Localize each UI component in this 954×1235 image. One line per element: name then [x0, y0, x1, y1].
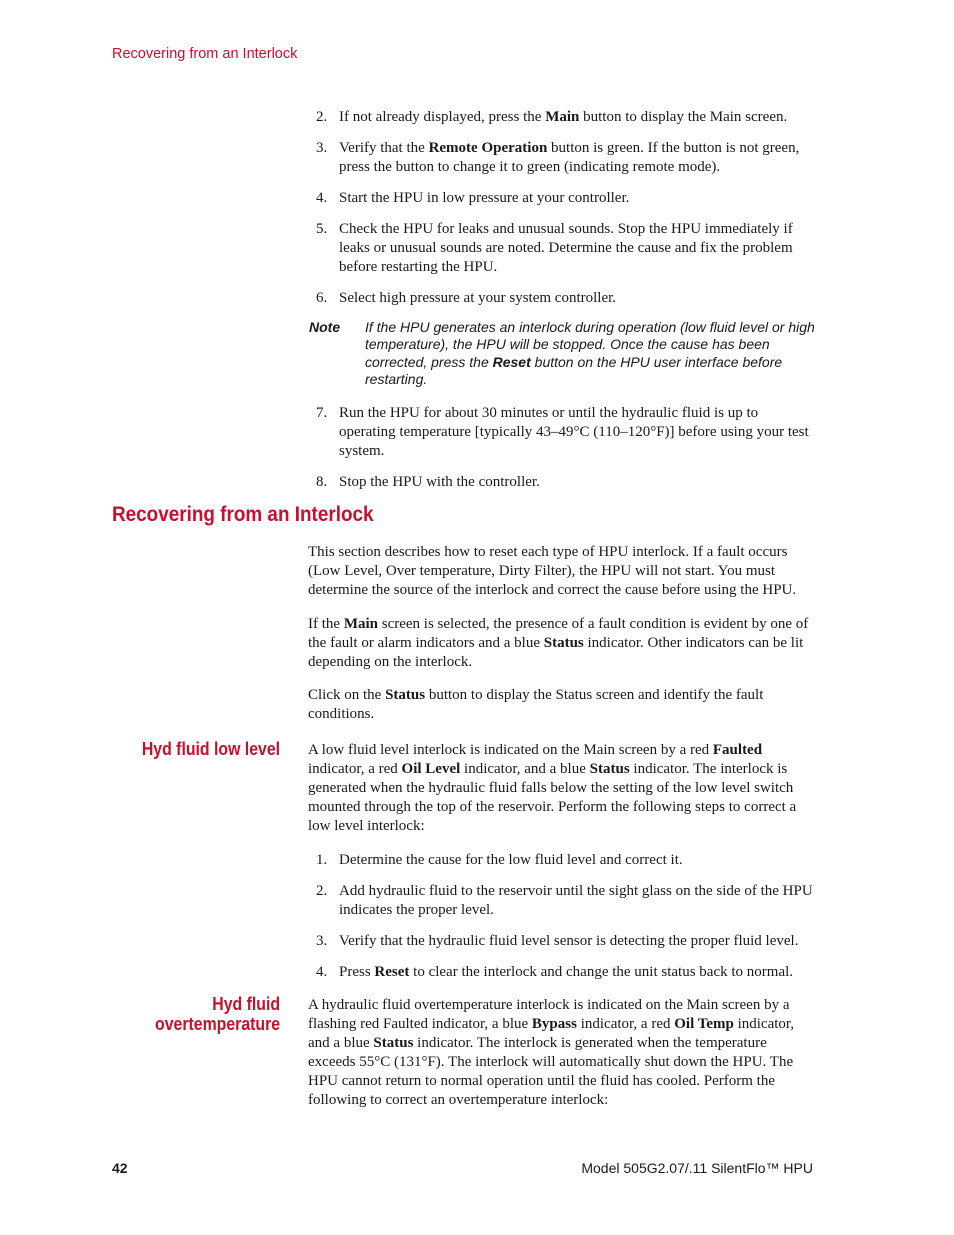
- step-number: 5.: [316, 221, 328, 237]
- step-text: Verify that the hydraulic fluid level sensor is detecting the proper fluid level.: [339, 933, 799, 949]
- step-number: 6.: [316, 290, 328, 306]
- step-text: Check the HPU for leaks and unusual sounds. Stop the HPU immediately if leaks or unusual sounds are noted. Determine the cause and fix the problem before restarting the HPU.: [339, 221, 793, 275]
- step-number: 8.: [316, 474, 328, 490]
- overtemperature-paragraph: A hydraulic fluid overtemperature interlock is indicated on the Main screen by a flashing red Faulted indicator, a blue Bypass indicator, a red Oil Temp indicator, and a blue Status indicator. The interlock is generated when the temperature exceeds 55°C (131°F). The interlock will automatically shut down the HPU. The HPU cannot return to normal operation until the fluid has cooled. Perform the following to correct an overtemperature interlock:: [308, 997, 795, 1108]
- step-text: Run the HPU for about 30 minutes or until the hydraulic fluid is up to operating temperature [typically 43–49°C (110–120°F)] before using your test system.: [339, 405, 809, 459]
- step-text: Select high pressure at your system controller.: [339, 290, 617, 306]
- step-text: Verify that the Remote Operation button is green. If the button is not green, press the button to change it to green (indicating remote mode).: [339, 140, 800, 175]
- step-text: Stop the HPU with the controller.: [339, 474, 540, 490]
- step-number: 1.: [316, 852, 328, 868]
- step-text: Start the HPU in low pressure at your controller.: [339, 190, 630, 206]
- step-text: Determine the cause for the low fluid level and correct it.: [339, 852, 683, 868]
- step-number: 3.: [316, 933, 328, 949]
- step-number: 2.: [316, 883, 328, 899]
- subheading-low-level: Hyd fluid low level: [141, 739, 280, 759]
- status-paragraph: Click on the Status button to display the Status screen and identify the fault conditions.: [308, 687, 764, 722]
- step-text: If not already displayed, press the Main button to display the Main screen.: [339, 109, 788, 125]
- step-number: 3.: [316, 140, 328, 156]
- page-number: 42: [112, 1160, 128, 1176]
- main-screen-paragraph: If the Main screen is selected, the presence of a fault condition is evident by one of the fault or alarm indicators and a blue Status indicator. Other indicators can be lit depending on the interlock.: [308, 616, 809, 670]
- step-text: Press Reset to clear the interlock and change the unit status back to normal.: [339, 964, 794, 980]
- low-level-paragraph: A low fluid level interlock is indicated on the Main screen by a red Faulted indicator, a red Oil Level indicator, and a blue Status indicator. The interlock is generated when the hydraulic fluid falls below the setting of the low level switch mounted through the top of the reservoir. Perform the following steps to correct a low level interlock:: [308, 742, 797, 834]
- step-number: 4.: [316, 964, 328, 980]
- note-text: If the HPU generates an interlock during operation (low fluid level or high temperature), the HPU will be stopped. Once the cause has been corrected, press the Reset button on the HPU user interface before restarting.: [365, 319, 815, 387]
- subheading-overtemperature: [155, 994, 280, 1034]
- step-number: 7.: [316, 405, 328, 421]
- step-number: 4.: [316, 190, 328, 206]
- intro-paragraph: This section describes how to reset each type of HPU interlock. If a fault occurs (Low Level, Over temperature, Dirty Filter), the HPU will not start. You must determine the source of the interlock and correct the cause before using the HPU.: [308, 544, 797, 598]
- step-text: Add hydraulic fluid to the reservoir until the sight glass on the side of the HPU indicates the proper level.: [339, 883, 813, 918]
- subheading-line: Hyd fluid: [212, 994, 280, 1014]
- running-head: Recovering from an Interlock: [112, 46, 298, 62]
- section-title: Recovering from an Interlock: [112, 503, 374, 526]
- footer-model: Model 505G2.07/.11 SilentFlo™ HPU: [581, 1160, 813, 1176]
- step-number: 2.: [316, 109, 328, 125]
- subheading-line: overtemperature: [154, 1014, 280, 1034]
- note-label: Note: [309, 319, 341, 335]
